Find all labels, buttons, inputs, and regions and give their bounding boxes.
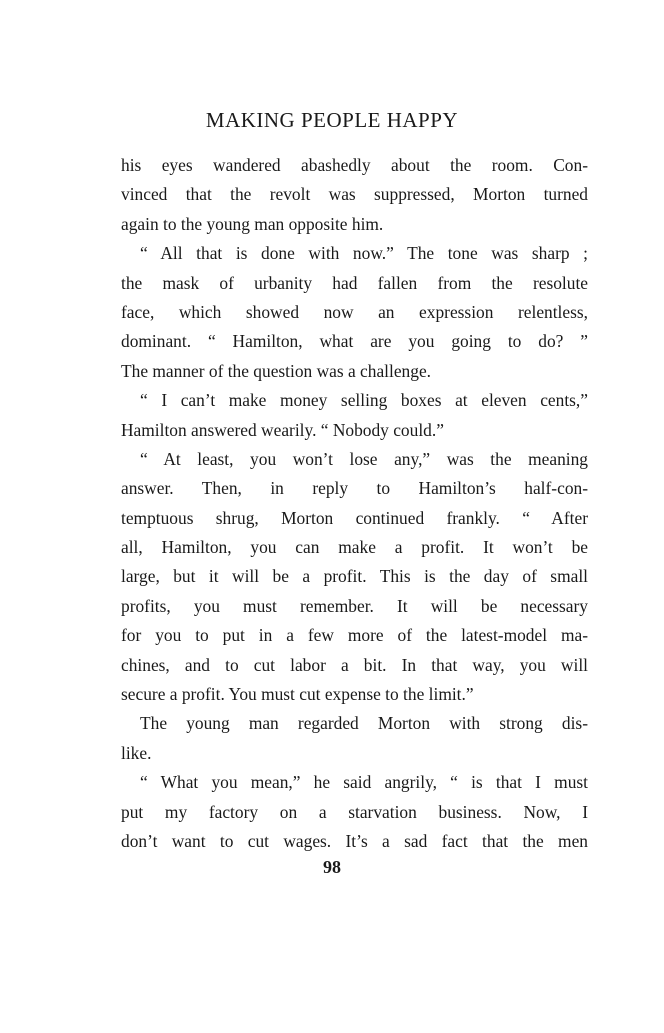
text-line: dominant. “ Hamilton, what are you going to do? ” — [121, 331, 588, 352]
text-line: answer. Then, in reply to Hamilton’s half-con- — [121, 478, 588, 499]
text-line: “ At least, you won’t lose any,” was the meaning — [140, 448, 588, 469]
text-line: Hamilton answered wearily. “ Nobody could.” — [121, 419, 444, 440]
text-line: like. — [121, 742, 152, 763]
body-text — [121, 151, 588, 856]
text-line: put my factory on a starvation business. Now, I — [121, 801, 588, 822]
text-line: The young man regarded Morton with strong dis- — [140, 713, 588, 734]
text-line: vinced that the revolt was suppressed, Morton turned — [121, 184, 588, 205]
text-line: again to the young man opposite him. — [121, 213, 384, 234]
text-line: chines, and to cut labor a bit. In that way, you will — [121, 654, 588, 675]
text-line: his eyes wandered abashedly about the room. Con- — [121, 155, 588, 175]
text-line: don’t want to cut wages. It’s a sad fact that the men — [121, 830, 588, 851]
text-line: profits, you must remember. It will be necessary — [121, 595, 588, 616]
running-head: MAKING PEOPLE HAPPY — [205, 108, 459, 132]
text-line: the mask of urbanity had fallen from the resolute — [121, 272, 588, 293]
text-line: “ What you mean,” he said angrily, “ is that I must — [140, 772, 588, 793]
text-line: The manner of the question was a challenge. — [121, 360, 432, 381]
page-number: 98 — [323, 857, 341, 877]
text-line: “ I can’t make money selling boxes at eleven cents,” — [140, 390, 588, 411]
text-line: face, which showed now an expression relentless, — [121, 301, 588, 322]
text-line: large, but it will be a profit. This is the day of small — [121, 566, 588, 587]
text-line: secure a profit. You must cut expense to the limit.” — [121, 684, 474, 705]
text-line: “ All that is done with now.” The tone was sharp ; — [140, 243, 588, 264]
text-line: temptuous shrug, Morton continued frankly. “ After — [121, 507, 588, 528]
text-line: all, Hamilton, you can make a profit. It won’t be — [121, 537, 588, 558]
text-line: for you to put in a few more of the latest-model ma- — [121, 625, 588, 646]
